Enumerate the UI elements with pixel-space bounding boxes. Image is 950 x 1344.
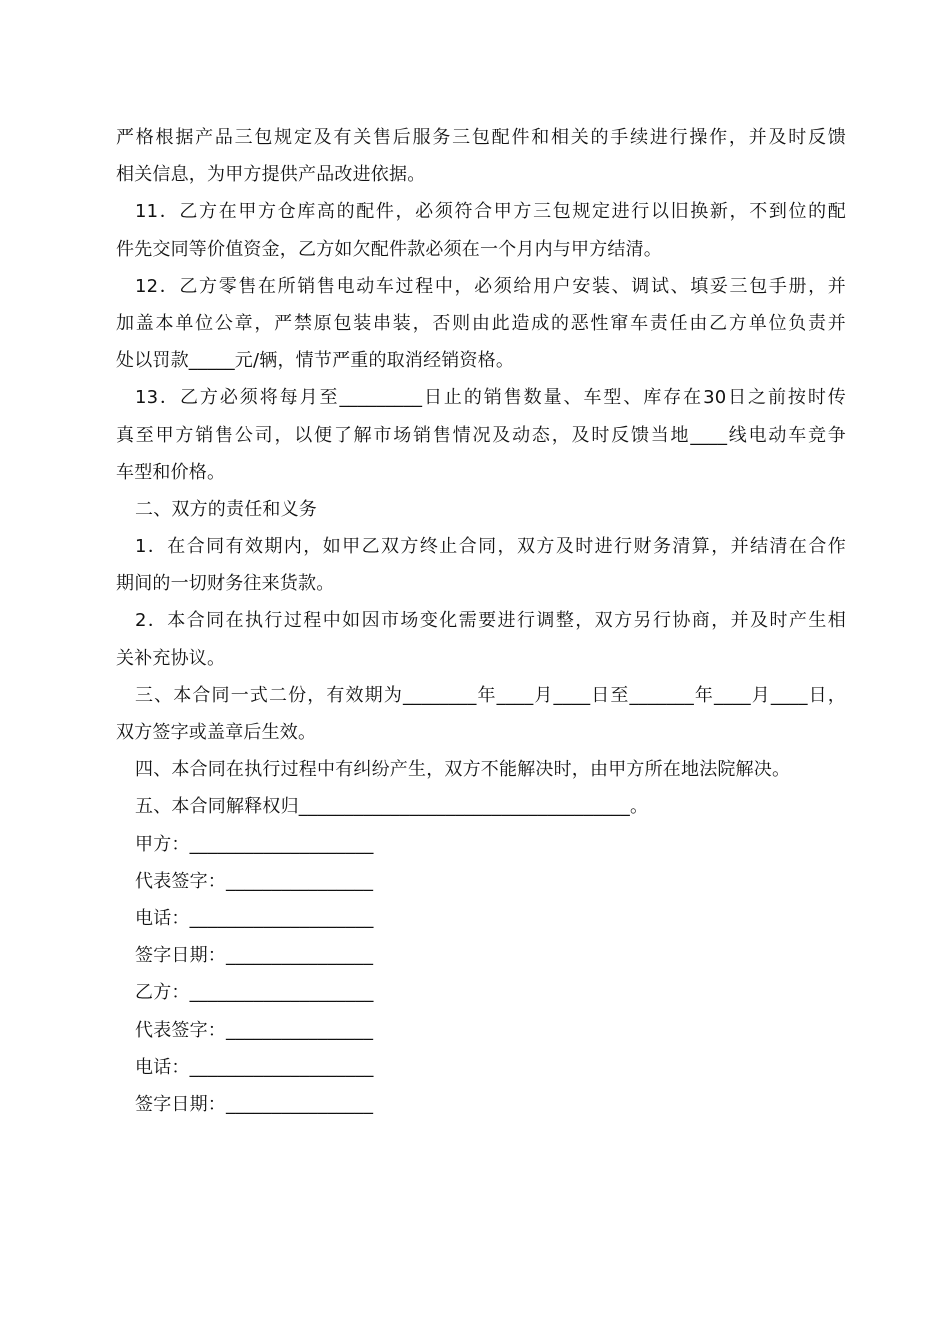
text-line: 相关信息，为甲方提供产品改进依据。 — [116, 164, 426, 186]
text-line: 期间的一切财务往来货款。 — [116, 573, 335, 595]
party-b-phone-field: 电话：____________________ — [135, 1056, 374, 1078]
text-line: 关补充协议。 — [116, 647, 226, 669]
text-line: 处以罚款_____元/辆，情节严重的取消经销资格。 — [116, 350, 515, 372]
clause-12-line: 12．乙方零售在所销售电动车过程中，必须给用户安装、调试、填妥三包手册，并 — [135, 275, 846, 297]
clause-13-line: 13．乙方必须将每月至_________日止的销售数量、车型、库存在30日之前按时传 — [135, 387, 846, 409]
text-line: 件先交同等价值资金，乙方如欠配件款必须在一个月内与甲方结清。 — [116, 238, 662, 260]
section-five-line: 五、本合同解释权归____________________________________。 — [135, 796, 649, 818]
party-a-rep-signature-field: 代表签字：________________ — [135, 870, 374, 892]
clause-11-line: 11．乙方在甲方仓库高的配件，必须符合甲方三包规定进行以旧换新，不到位的配 — [135, 201, 846, 223]
text-line: 双方签字或盖章后生效。 — [116, 722, 317, 743]
party-a-phone-field: 电话：____________________ — [135, 907, 374, 929]
text-line: 真至甲方销售公司，以便了解市场销售情况及动态，及时反馈当地____线电动车竞争 — [116, 424, 846, 446]
party-a-field: 甲方：____________________ — [135, 833, 374, 855]
section-three-line: 三、本合同一式二份，有效期为________年____月____日至_______年____月____日， — [135, 684, 846, 706]
party-b-rep-signature-field: 代表签字：________________ — [135, 1019, 374, 1041]
contract-page — [116, 119, 846, 1123]
text-line: 严格根据产品三包规定及有关售后服务三包配件和相关的手续进行操作，并及时反馈 — [116, 127, 846, 148]
party-b-field: 乙方：____________________ — [135, 982, 374, 1004]
text-line: 加盖本单位公章，严禁原包装串装，否则由此造成的恶性窜车责任由乙方单位负责并 — [116, 312, 846, 334]
text-line: 车型和价格。 — [116, 461, 226, 483]
party-b-date-field: 签字日期：________________ — [135, 1093, 374, 1115]
clause-2-line: 2．本合同在执行过程中如因市场变化需要进行调整，双方另行协商，并及时产生相 — [135, 610, 846, 632]
section-heading: 二、双方的责任和义务 — [135, 498, 317, 520]
section-four-line: 四、本合同在执行过程中有纠纷产生，双方不能解决时，由甲方所在地法院解决。 — [135, 759, 791, 781]
party-a-date-field: 签字日期：________________ — [135, 945, 374, 967]
clause-1-line: 1．在合同有效期内，如甲乙双方终止合同，双方及时进行财务清算，并结清在合作 — [135, 536, 846, 558]
